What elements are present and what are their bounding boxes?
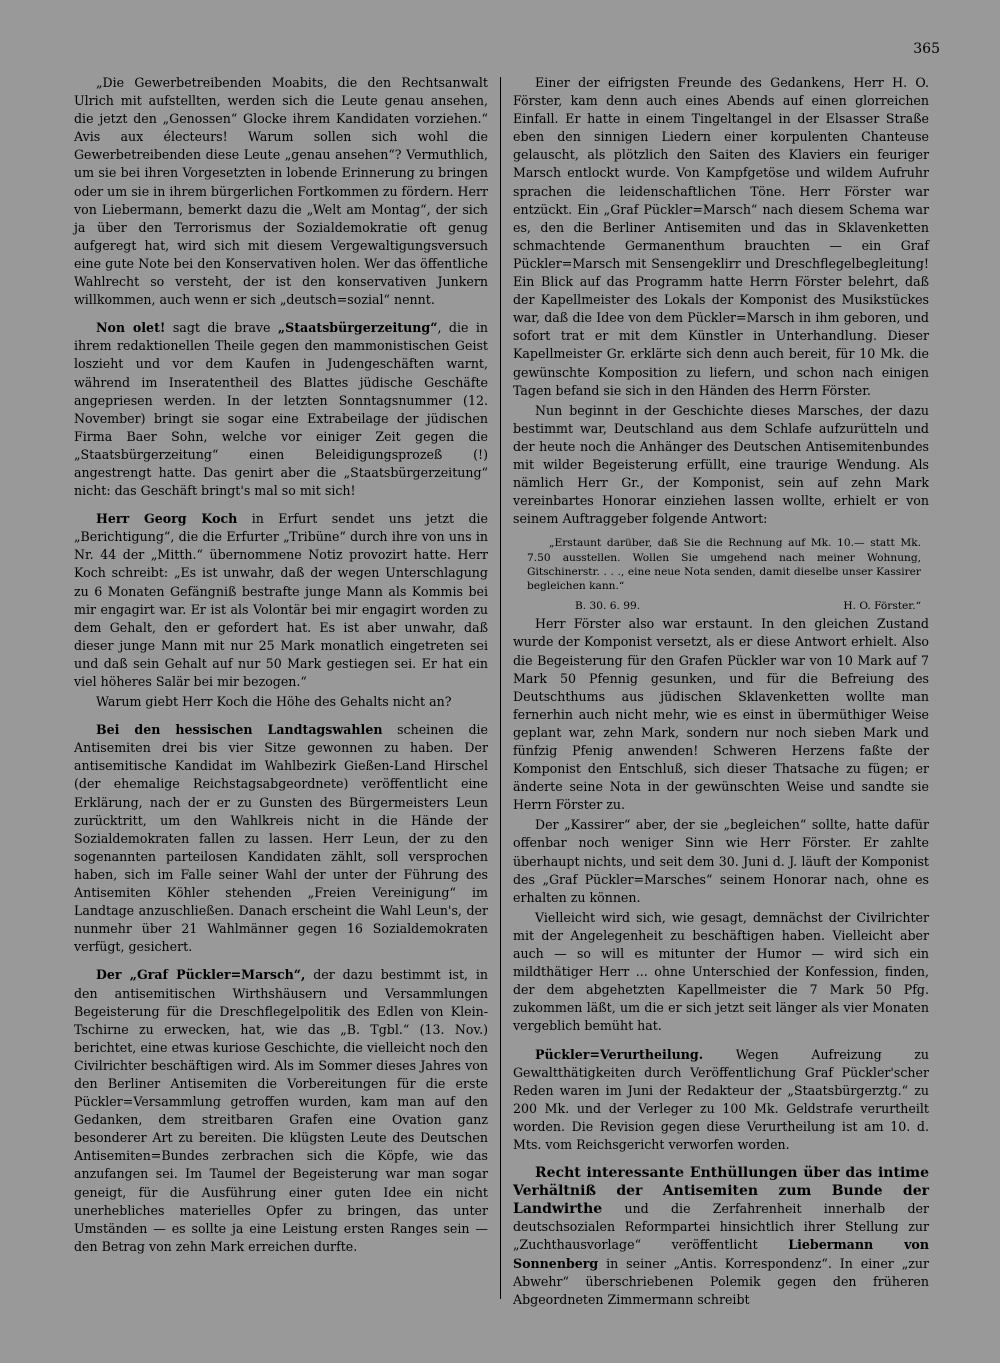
headline-non-olet: Non olet! bbox=[96, 320, 166, 336]
article-pueckler-marsch bbox=[74, 966, 488, 1256]
headline-georg-koch: Herr Georg Koch bbox=[96, 511, 238, 527]
letter-signature bbox=[513, 599, 929, 613]
article-text: scheinen die Antisemiten drei bis vier Sitze gewonnen zu haben. Der antisemitische Kandidat im Wahlbezirk Gießen-Land Hirschel (der ehemalige Reichstagsabgeordnete) veröffentlicht eine Erklärung, nach der er zu Gunsten des Bürgermeisters Leun zurücktritt, um den Wahlkreis nicht in die Hände der Sozialdemokraten fallen zu lassen. Herr Leun, der zu den sogenannten parteilosen Kandidaten zählt, soll versprochen haben, sich im Falle seiner Wahl der unter der Führung des Antisemiten Köhler stehenden „Freien Vereinigung“ im Landtage anzuschließen. Danach erscheint die Wahl Leun's, der nunmehr über 21 Wahlmänner gegen 16 Sozialdemokraten verfügt, gesichert. bbox=[74, 722, 488, 955]
article-text: , die in ihrem redaktionellen Theile gegen den mammonistischen Geist loszieht und vor dem Kaufen in Judengeschäften warnt, während im Inseratentheil des Blattes jüdische Geschäfte angepriesen werden. In der letzten Sonntagsnummer (12. November) bringt sie sogar eine Extrabeilage der jüdischen Firma Baer Sohn, welche vor einiger Zeit gegen die „Staatsbürgerzeitung“ einen Beleidigungsprozeß (!) angestrengt hatte. Das genirt aber die „Staatsbürgerzeitung“ nicht: das Geschäft bringt's mal so mit sich! bbox=[74, 320, 488, 499]
article-moabit-paragraph: „Die Gewerbetreibenden Moabits, die den Rechtsanwalt Ulrich mit aufstellten, werden sich die Leute genau ansehen, die jetzt den „Genossen“ Glocke ihrem Kandidaten vorziehen.“ Avis aux électeurs! Warum sollen sich wohl die Gewerbetreibenden diese Leute „genau ansehen“? Vermuthlich, um sie bei ihren Vorgesetzten in lobende Erinnerung zu bringen oder um sie in ihrem bürgerlichen Fortkommen zu fördern. Herr von Liebermann, bemerkt dazu die „Welt am Montag“, der sich ja über den Terrorismus der Sozialdemokratie oft genug aufgeregt hat, wird sich mit diesem Vergewaltigungsversuch eine gute Note bei den Konservativen holen. Wer das öffentliche Wahlrecht so versteht, der ist den konservativen Junkern willkommen, auch wenn er sich „deutsch=sozial“ nennt. bbox=[74, 75, 488, 308]
person-name: Liebermann von Sonnenberg bbox=[513, 1237, 929, 1271]
newspaper-name: „Staatsbürgerzeitung“ bbox=[277, 320, 438, 336]
headline-enthuellungen: Recht interessante Enthüllungen über das intime Verhältniß der Antisemiten zum Bunde der Landwirthe bbox=[513, 1165, 929, 1218]
headline-pueckler-verurtheilung: Pückler=Verurtheilung. bbox=[535, 1046, 704, 1062]
article-pueckler-verurtheilung bbox=[513, 1046, 929, 1155]
foerster-letter-quote: „Erstaunt darüber, daß Sie die Rechnung auf Mk. 10.— statt Mk. 7.50 ausstellen. Wollen Sie umgehend nach meiner Wohnung, Gitschinerstr. . . ., eine neue Nota senden, damit dieselbe unser Kassirer begleichen kann.“ bbox=[527, 537, 921, 592]
letter-signatory: H. O. Förster.“ bbox=[843, 600, 921, 613]
article-text: sagt die brave bbox=[165, 320, 278, 336]
article-text: in Erfurt sendet uns jetzt die „Berichtigung“, die die Erfurter „Tribüne“ durch ihre von uns in Nr. 44 der „Mitth.“ übernommene Notiz provozirt hatte. Herr Koch schreibt: „Es ist unwahr, daß der wegen Unterschlagung zu 6 Monaten Gefängniß bestrafte junge Mann als Kommis bei mir engagirt war. Er ist als Volontär bei mir engagirt worden zu dem Gehalt, den er gefordert hat. Es ist aber unwahr, daß dieser junge Mann mit nur 25 Mark monatlich eingetreten sei und daß sein Gehalt auf nur 50 Mark gestiegen sei. Er hat ein viel höheres Salär bei mir bezogen.“ bbox=[74, 511, 488, 689]
article-koch-question: Warum giebt Herr Koch die Höhe des Gehalts nicht an? bbox=[96, 694, 452, 710]
article-marsch-wendung: Nun beginnt in der Geschichte dieses Marsches, der dazu bestimmt war, Deutschland aus dem Schlafe aufzurütteln und der heute noch die Anhänger des Deutschen Antisemitenbundes mit wilder Begeisterung erfüllt, eine traurige Wendung. Als nämlich Herr Gr., der Komponist, sein auf zehn Mark vereinbartes Honorar einziehen lassen wollte, erhielt er von seinem Auftraggeber folgende Antwort: bbox=[513, 402, 929, 527]
article-kassirer: Der „Kassirer“ aber, der sie „begleichen“ sollte, hatte dafür offenbar noch weniger Sinn wie Herr Förster. Er zahlte überhaupt nichts, und seit dem 30. Juni d. J. läuft der Komponist des „Graf Pückler=Marsches“ seinem Honorar nach, ohne es erhalten zu können. bbox=[513, 817, 929, 905]
headline-pueckler-marsch: Der „Graf Pückler=Marsch“, bbox=[96, 967, 306, 983]
article-foerster-paragraph: Einer der eifrigsten Freunde des Gedankens, Herr H. O. Förster, kam denn auch eines Abends auf einen glorreichen Einfall. Er hatte in einem Tingeltangel in der Elsasser Straße eben den sinnigen Liedern einer korpulenten Chanteuse gelauscht, als plötzlich den Saiten des Klaviers ein feuriger Marsch entlockt wurde. Von Kampfgetöse und wildem Aufruhr sprachen die leidenschaftlichen Töne. Herr Förster war entzückt. Ein „Graf Pückler=Marsch“ nach diesem Schema war es, den die Berliner Antisemiten und das in Sklavenketten schmachtende Germanenthum brauchten — ein Graf Pückler=Marsch mit Sensengeklirr und Dreschflegelbegleitung! Ein Blick auf das Programm hatte Herrn Förster belehrt, daß der Kapellmeister des Lokals der Komponist des Musikstückes war, daß die Idee von dem Pückler=Marsch in ihm geboren, und sofort trat er mit dem Künstler in Unterhandlung. Dieser Kapellmeister Gr. erklärte sich denn auch bereit, für 10 Mk. die gewünschte Komposition zu liefern, und schon nach einigen Tagen befand sie sich in den Händen des Herrn Förster. bbox=[513, 75, 929, 398]
article-civilrichter: Vielleicht wird sich, wie gesagt, demnächst der Civilrichter mit der Angelegenheit zu beschäftigen haben. Vielleicht aber auch — so will es mitunter der Humor — wird sich ein mildthätiger Herr ... ohne Unterschied der Konfession, finden, der dem abgehetzten Kapellmeister die 7 Mark 50 Pfg. zukommen läßt, um die er sich jetzt seit länger als vier Monaten vergeblich bemüht hat. bbox=[513, 909, 929, 1034]
article-enthuellungen bbox=[513, 1164, 929, 1309]
article-text: in seiner „Antis. Korrespondenz“. In einer „zur Abwehr“ überschriebenen Polemik gegen den früheren Abgeordneten Zimmermann schreibt bbox=[513, 1255, 929, 1307]
article-georg-koch bbox=[74, 510, 488, 691]
article-hessische-landtagswahlen bbox=[74, 721, 488, 956]
article-text: Wegen Aufreizung zu Gewaltthätigkeiten durch Veröffentlichung Graf Pückler'scher Reden waren im Juni der Redakteur der „Staatsbürgerztg.“ zu 200 Mk. und der Verleger zu 100 Mk. Geldstrafe verurtheilt worden. Die Revision gegen diese Verurtheilung ist am 10. d. Mts. vom Reichsgericht verworfen worden. bbox=[513, 1046, 929, 1152]
page-number: 365 bbox=[913, 41, 940, 57]
article-text: der dazu bestimmt ist, in den antisemitischen Wirthshäusern und Versammlungen Begeisterung für die Dreschflegelpolitik des Edlen von Klein-Tschirne zu erwecken, hat, wie das „B. Tgbl.“ (13. Nov.) berichtet, eine etwas kuriose Geschichte, die vielleicht noch den Civilrichter beschäftigen wird. Als im Sommer dieses Jahres von den Berliner Antisemiten die Vorbereitungen für die erste Pückler=Versammlung getroffen wurden, kam man auf den Gedanken, dem streitbaren Grafen eine Ovation ganz besonderer Art zu bereiten. Die klügsten Leute des Deutschen Antisemiten=Bundes zerbrachen sich die Köpfe, wie das anzufangen sei. Im Taumel der Begeisterung war man sogar geneigt, für die Ausführung einer guten Idee ein nicht unerhebliches materielles Opfer zu bringen, das unter Umständen — es sollte ja eine Leistung ersten Ranges sein — den Betrag von zehn Mark erreichen durfte. bbox=[74, 967, 488, 1254]
article-erstaunt: Herr Förster also war erstaunt. In den gleichen Zustand wurde der Komponist versetzt, als er diese Antwort erhielt. Also die Begeisterung für den Grafen Pückler war von 10 Mark auf 7 Mark 50 Pfennig gesunken, und für die Befreiung des Deutschthums aus jüdischen Sklavenketten wollte man fernerhin auch nicht mehr, wie es einst in übermüthiger Weise geplant war, zehn Mark, sondern nur noch sieben Mark und fünfzig Pfenig anwenden! Schweren Herzens faßte der Komponist den Entschluß, sich dieser Thatsache zu fügen; er änderte seine Nota in der gewünschten Weise und sandte sie Herrn Förster zu. bbox=[513, 616, 929, 813]
letter-date: B. 30. 6. 99. bbox=[575, 600, 641, 613]
column-divider bbox=[500, 77, 501, 1299]
article-staatsbuergerzeitung bbox=[74, 319, 488, 500]
article-text: und die Zerfahrenheit innerhalb der deutschsozialen Reformpartei hinsichtlich ihrer Stellung zur „Zuchthausvorlage“ veröffentlicht bbox=[513, 1201, 929, 1253]
right-column bbox=[513, 74, 929, 1309]
headline-landtagswahlen: Bei den hessischen Landtagswahlen bbox=[96, 722, 383, 738]
left-column bbox=[74, 74, 488, 1256]
